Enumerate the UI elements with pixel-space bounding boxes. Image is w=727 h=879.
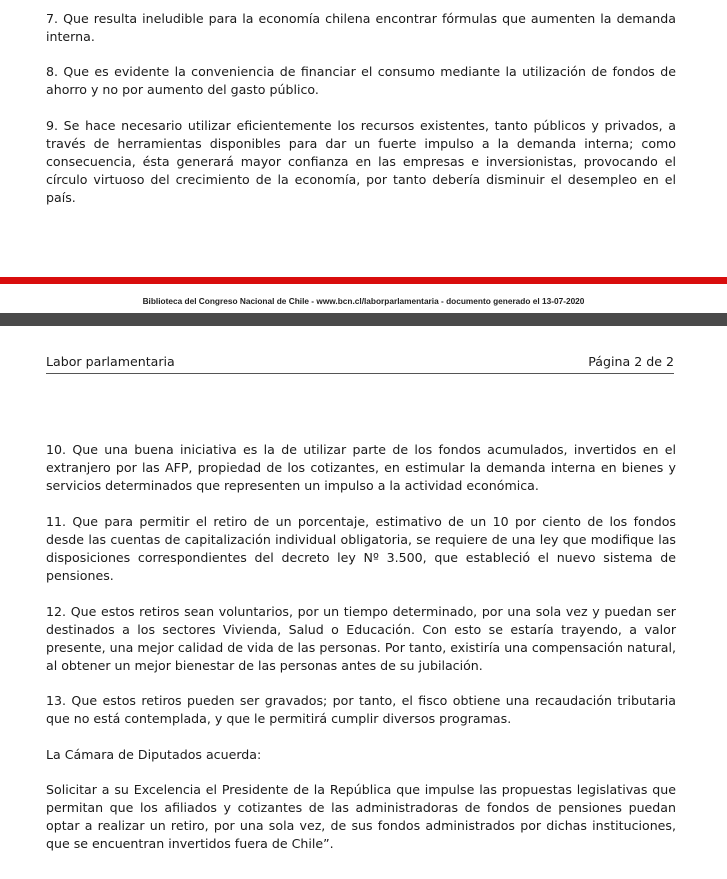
paragraph-8: 8. Que es evidente la conveniencia de financiar el consumo mediante la utilización de fondos de ahorro y no por aumento del gasto público. (46, 64, 676, 97)
paragraph-7: 7. Que resulta ineludible para la economía chilena encontrar fórmulas que aumenten la demanda interna. (46, 11, 676, 44)
header-title: Labor parlamentaria (46, 354, 175, 369)
paragraph-11: 11. Que para permitir el retiro de un porcentaje, estimativo de un 10 por ciento de los fondos desde las cuentas de capitalización individual obligatoria, se requiere de una ley que modifique las disposiciones correspondientes del decreto ley Nº 3.500, que estableció el nuevo sistema de pensiones. (46, 514, 676, 583)
paragraph-13: 13. Que estos retiros pueden ser gravados; por tanto, el fisco obtiene una recaudación tributaria que no está contemplada, y que le permitirá cumplir diversos programas. (46, 693, 676, 726)
page-header (46, 353, 674, 374)
page-separator-red-bar (0, 277, 727, 284)
paragraph-12: 12. Que estos retiros sean voluntarios, por un tiempo determinado, por una sola vez y puedan ser destinados a los sectores Vivienda, Salud o Educación. Con esto se estaría trayendo, a valor presente, una mejor calidad de vida de las personas. Por tanto, existiría una compensación natural, al obtener un mejor bienestar de las personas antes de su jubilación. (46, 604, 676, 673)
resolution-intro: La Cámara de Diputados acuerda: (46, 747, 262, 762)
page-footer: Biblioteca del Congreso Nacional de Chile - www.bcn.cl/laborparlamentaria - documento generado el 13-07-2020 (142, 296, 585, 306)
page-separator-gray-bar (0, 313, 727, 326)
paragraph-10: 10. Que una buena iniciativa es la de utilizar parte de los fondos acumulados, invertidos en el extranjero por las AFP, propiedad de los cotizantes, en estimular la demanda interna en bienes y servicios determinados que representen un impulso a la actividad económica. (46, 442, 676, 493)
resolution-text: Solicitar a su Excelencia el Presidente de la República que impulse las propuestas legislativas que permitan que los afiliados y cotizantes de las administradoras de fondos de pensiones puedan optar a realizar un retiro, por una sola vez, de sus fondos administrados por dichas instituciones, que se encuentran invertidos fuera de Chile”. (46, 782, 676, 851)
paragraph-9: 9. Se hace necesario utilizar eficientemente los recursos existentes, tanto públicos y privados, a través de herramientas disponibles para dar un fuerte impulso a la demanda interna; como consecuencia, ésta generará mayor confianza en las empresas e inversionistas, provocando el círculo virtuoso del crecimiento de la economía, por tanto debería disminuir el desempleo en el país. (46, 118, 676, 205)
page-number: Página 2 de 2 (588, 354, 674, 369)
